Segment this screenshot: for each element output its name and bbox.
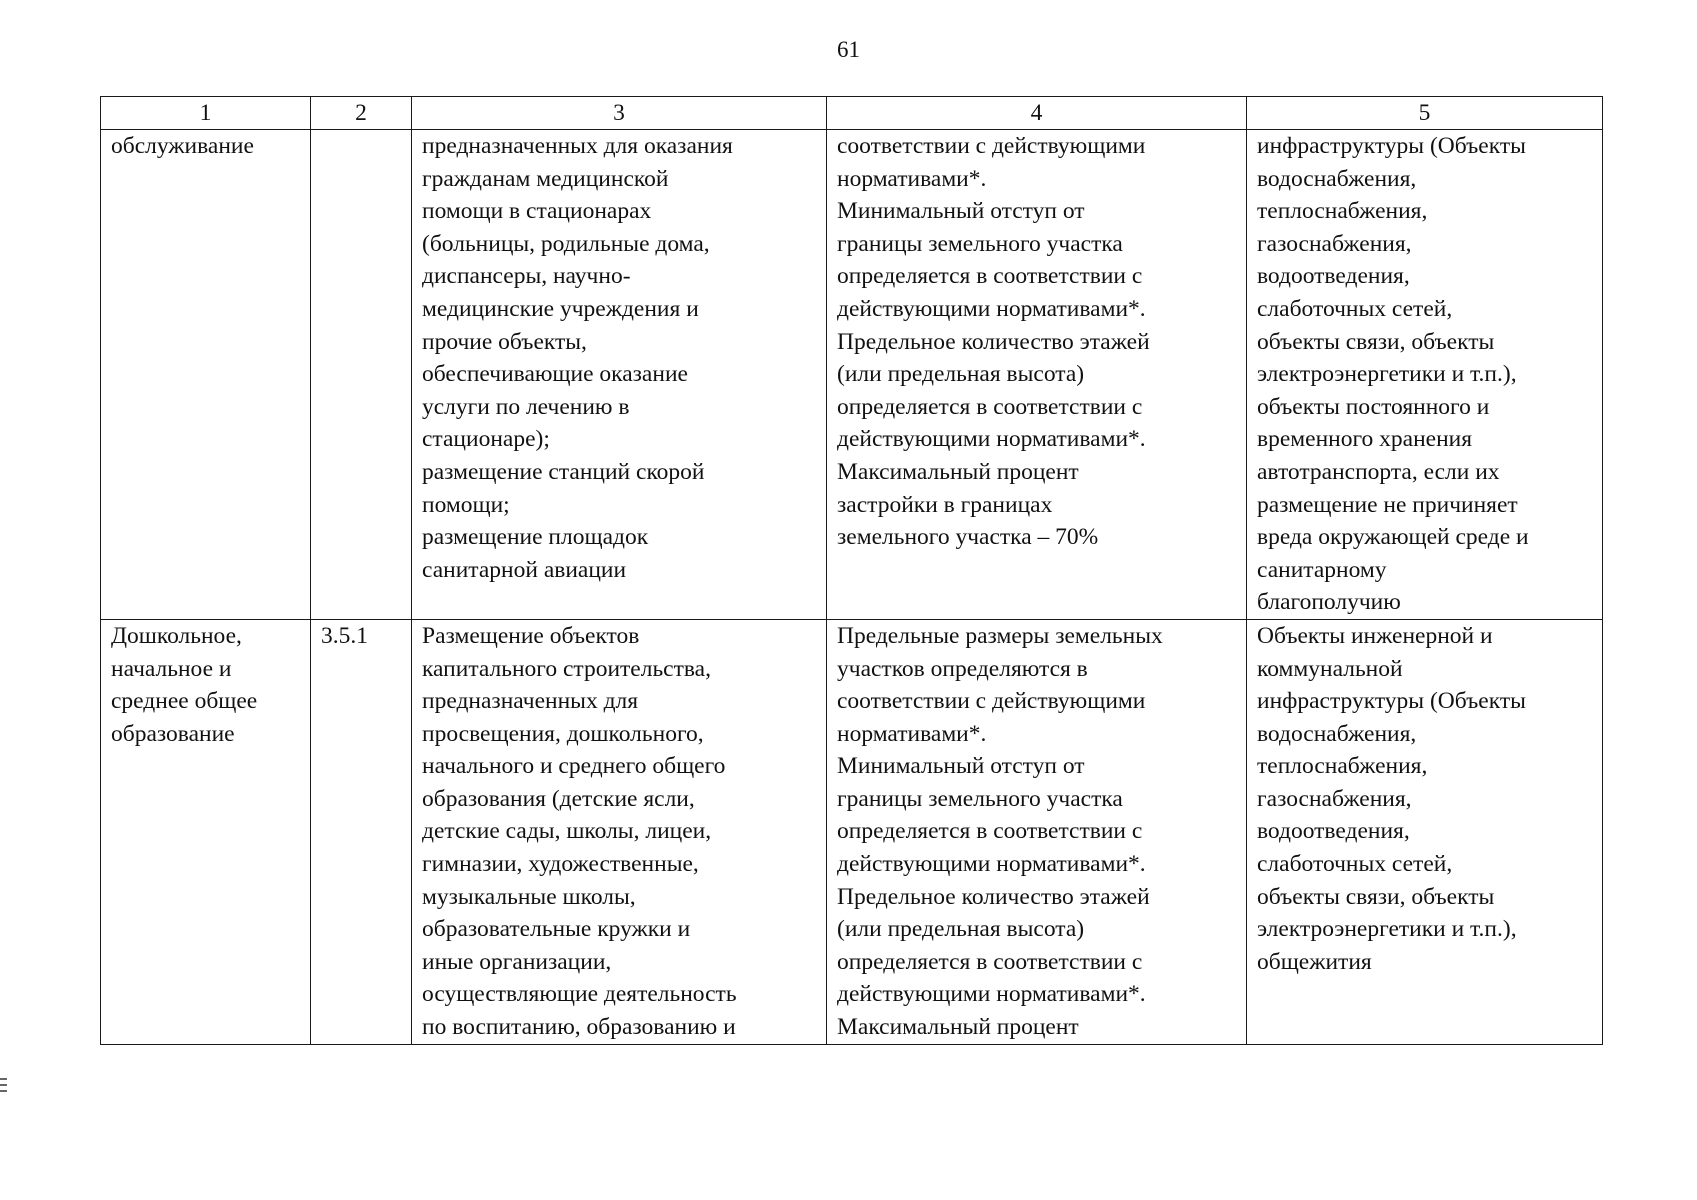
cell-use-description: Размещение объектов капитального строительства, предназначенных для просвещения, дошкольного, начального и среднего общего образования (детские ясли, детские сады, школы, лицеи, гимназии, художественные, музыкальные школы, образовательные кружки и иные организации, осуществляющие деятельность по воспитанию, образованию и: [412, 619, 827, 1044]
cell-use-name: Дошкольное, начальное и среднее общее образование: [101, 619, 311, 1044]
cell-parameters: соответствии с действующими нормативами*. Минимальный отступ от границы земельного участка определяется в соответствии с действующими нормативами*. Предельное количество этажей (или предельная высота) определяется в соответствии с действующими нормативами*. Максимальный процент застройки в границах земельного участка – 70%: [827, 130, 1247, 620]
cell-use-description: предназначенных для оказания гражданам медицинской помощи в стационарах (больницы, родильные дома, диспансеры, научно- медицинские учреждения и прочие объекты, обеспечивающие оказание услуги по лечению в стационаре); размещение станций скорой помощи; размещение площадок санитарной авиации: [412, 130, 827, 620]
regulations-table: [100, 96, 1603, 1045]
header-col-2: 2: [311, 97, 412, 130]
cell-use-code: [311, 130, 412, 620]
cell-use-name: обслуживание: [101, 130, 311, 620]
table-header-row: [101, 97, 1603, 130]
page-number: 61: [837, 37, 860, 62]
header-col-1: 1: [101, 97, 311, 130]
header-col-5: 5: [1247, 97, 1603, 130]
header-col-4: 4: [827, 97, 1247, 130]
header-col-3: 3: [412, 97, 827, 130]
cell-auxiliary-uses: инфраструктуры (Объекты водоснабжения, теплоснабжения, газоснабжения, водоотведения, слаботочных сетей, объекты связи, объекты электроэнергетики и т.п.), объекты постоянного и временного хранения автотранспорта, если их размещение не причиняет вреда окружающей среде и санитарному благополучию: [1247, 130, 1603, 620]
scan-edge-mark: [0, 1078, 7, 1100]
table-row: [101, 619, 1603, 1044]
cell-auxiliary-uses: Объекты инженерной и коммунальной инфраструктуры (Объекты водоснабжения, теплоснабжения, газоснабжения, водоотведения, слаботочных сетей, объекты связи, объекты электроэнергетики и т.п.), общежития: [1247, 619, 1603, 1044]
cell-parameters: Предельные размеры земельных участков определяются в соответствии с действующими нормативами*. Минимальный отступ от границы земельного участка определяется в соответствии с действующими нормативами*. Предельное количество этажей (или предельная высота) определяется в соответствии с действующими нормативами*. Максимальный процент: [827, 619, 1247, 1044]
table-row: [101, 130, 1603, 620]
cell-use-code: 3.5.1: [311, 619, 412, 1044]
